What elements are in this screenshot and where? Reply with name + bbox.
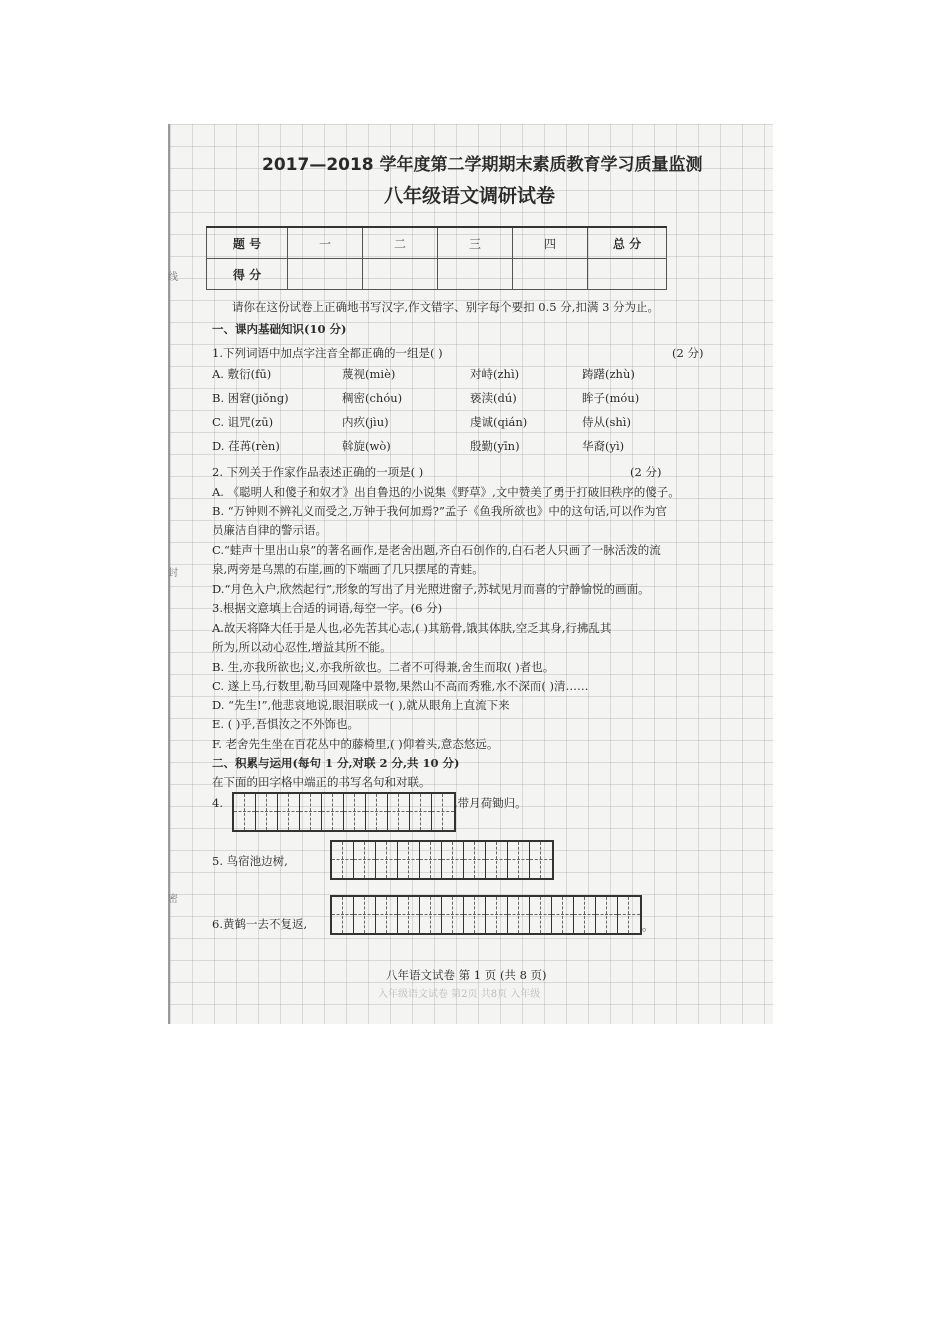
grid-cell[interactable]: [596, 897, 618, 933]
q3-line: C. 遂上马,行数里,勒马回观隆中景物,果然山不高而秀雅,水不深而( )清……: [212, 679, 589, 693]
grid-cell[interactable]: [574, 897, 596, 933]
grid-cell[interactable]: [486, 897, 508, 933]
q1-option: 内疚(jìu): [342, 415, 389, 429]
q3-line: B. 生,亦我所欲也;义,亦我所欲也。二者不可得兼,舍生而取( )者也。: [212, 660, 555, 674]
grid-cell[interactable]: [376, 897, 398, 933]
score-cell: [288, 259, 363, 290]
q3-line: F. 老舍先生坐在百花丛中的藤椅里,( )仰着头,意态悠远。: [212, 737, 499, 751]
page-footer: 八年语文试卷 第 1 页 (共 8 页): [386, 968, 547, 982]
margin-mark: 线: [168, 272, 178, 283]
q1-option: 殷勤(yīn): [470, 439, 520, 453]
q4-number: 4.: [212, 796, 223, 810]
grid-cell[interactable]: [398, 897, 420, 933]
q1-option: 蔑视(miè): [342, 367, 396, 381]
q1-option: 华裔(yì): [582, 439, 625, 453]
q1-option: C. 诅咒(zū): [212, 415, 274, 429]
grid-cell[interactable]: [442, 842, 464, 878]
q1-score: (2 分): [672, 346, 704, 360]
q1-option: 对峙(zhì): [470, 367, 520, 381]
section2-intro: 在下面的田字格中端正的书写名句和对联。: [212, 775, 431, 789]
q1-option: 眸子(móu): [582, 391, 640, 405]
q1-option: 侍从(shì): [582, 415, 631, 429]
grid-cell[interactable]: [398, 842, 420, 878]
q2-score: (2 分): [630, 465, 662, 479]
grid-cell[interactable]: [618, 897, 640, 933]
grid-cell[interactable]: [388, 794, 410, 830]
q1-option: 踌躇(zhù): [582, 367, 635, 381]
score-header-cell: 一: [288, 227, 363, 259]
score-header-cell: 三: [438, 227, 513, 259]
q3-line: A.故天将降大任于是人也,必先苦其心志,( )其筋骨,饿其体肤,空乏其身,行拂乱其: [212, 621, 612, 635]
show-through-text: 入年级语文试卷 第2页 共8页 入年级: [378, 989, 541, 1000]
grid-cell[interactable]: [552, 897, 574, 933]
score-row-label: 得 分: [207, 259, 288, 290]
grid-cell[interactable]: [464, 842, 486, 878]
q2-line: C.“蛙声十里出山泉”的著名画作,是老舍出题,齐白石创作的,白石老人只画了一脉活泼的流: [212, 543, 661, 557]
grid-cell[interactable]: [420, 842, 442, 878]
q5-text: 5. 鸟宿池边树,: [212, 854, 288, 868]
exam-subtitle: 八年级语文调研试卷: [384, 185, 556, 207]
grid-cell[interactable]: [256, 794, 278, 830]
q4-after-text: ,带月荷锄归。: [454, 796, 527, 810]
grid-cell[interactable]: [322, 794, 344, 830]
grid-cell[interactable]: [420, 897, 442, 933]
grid-cell[interactable]: [508, 897, 530, 933]
grid-cell[interactable]: [332, 842, 354, 878]
score-table: [206, 226, 667, 290]
q2-line: B. “万钟则不辨礼义而受之,万钟于我何加焉?”孟子《鱼我所欲也》中的这句话,可以作为官: [212, 504, 667, 518]
score-cell: [513, 259, 588, 290]
score-header-cell: 二: [363, 227, 438, 259]
grid-cell[interactable]: [486, 842, 508, 878]
q6-writing-grid[interactable]: [330, 895, 642, 935]
q2-line: A. 《聪明人和傻子和奴才》出自鲁迅的小说集《野草》,文中赞美了勇于打破旧秩序的傻子。: [212, 485, 680, 499]
q1-option: A. 敷衍(fū): [212, 367, 272, 381]
q3-stem: 3.根据文意填上合适的词语,每空一字。(6 分): [212, 601, 443, 615]
grid-cell[interactable]: [366, 794, 388, 830]
exam-title: 2017—2018 学年度第二学期期末素质教育学习质量监测: [262, 155, 703, 175]
grid-cell[interactable]: [508, 842, 530, 878]
grid-cell[interactable]: [344, 794, 366, 830]
q1-option: 稠密(chóu): [342, 391, 403, 405]
q3-line: 所为,所以动心忍性,增益其所不能。: [212, 640, 392, 654]
grid-cell[interactable]: [234, 794, 256, 830]
grid-cell[interactable]: [432, 794, 454, 830]
score-cell: [588, 259, 667, 290]
q1-option: D. 荏苒(rèn): [212, 439, 280, 453]
grid-cell[interactable]: [354, 842, 376, 878]
q2-line: 泉,两旁是乌黑的石崖,画的下端画了几只摆尾的青蛙。: [212, 562, 484, 576]
q6-text: 6.黄鹤一去不复返,: [212, 917, 308, 931]
q3-line: E. ( )乎,吾惧汝之不外饰也。: [212, 717, 359, 731]
q1-option: B. 困窘(jiǒng): [212, 391, 289, 405]
score-header-cell: 题 号: [207, 227, 288, 259]
grid-cell[interactable]: [354, 897, 376, 933]
section2-heading: 二、积累与运用(每句 1 分,对联 2 分,共 10 分): [212, 756, 460, 770]
score-header-cell: 四: [513, 227, 588, 259]
score-cell: [438, 259, 513, 290]
q5-writing-grid[interactable]: [330, 840, 554, 880]
q1-stem: 1.下列词语中加点字注音全都正确的一组是( ): [212, 346, 443, 360]
q1-option: 斡旋(wò): [342, 439, 391, 453]
grid-cell[interactable]: [278, 794, 300, 830]
q4-writing-grid[interactable]: [232, 792, 456, 832]
grid-cell[interactable]: [442, 897, 464, 933]
grid-cell[interactable]: [410, 794, 432, 830]
q1-option: 虔诚(qián): [470, 415, 528, 429]
grid-cell[interactable]: [332, 897, 354, 933]
score-header-cell: 总 分: [588, 227, 667, 259]
q3-line: D. “先生!”,他悲哀地说,眼泪联成一( ),就从眼角上直流下来: [212, 698, 510, 712]
q6-after-text: 。: [642, 919, 654, 933]
section1-heading: 一、课内基础知识(10 分): [212, 322, 347, 336]
grid-cell[interactable]: [300, 794, 322, 830]
grid-cell[interactable]: [464, 897, 486, 933]
instruction: 请你在这份试卷上正确地书写汉字,作文错字、别字每个要扣 0.5 分,扣满 3 分为止。: [232, 300, 660, 314]
margin-mark: 封: [168, 568, 178, 579]
score-cell: [363, 259, 438, 290]
q2-line: 员廉洁自律的警示语。: [212, 523, 327, 537]
grid-cell[interactable]: [530, 842, 552, 878]
grid-cell[interactable]: [530, 897, 552, 933]
q2-stem: 2. 下列关于作家作品表述正确的一项是( ): [212, 465, 424, 479]
grid-cell[interactable]: [376, 842, 398, 878]
q1-option: 亵渎(dú): [470, 391, 517, 405]
margin-mark: 密: [168, 894, 178, 905]
q2-line: D.“月色入户,欣然起行”,形象的写出了月光照进窗子,苏轼见月而喜的宁静愉悦的画面。: [212, 582, 650, 596]
